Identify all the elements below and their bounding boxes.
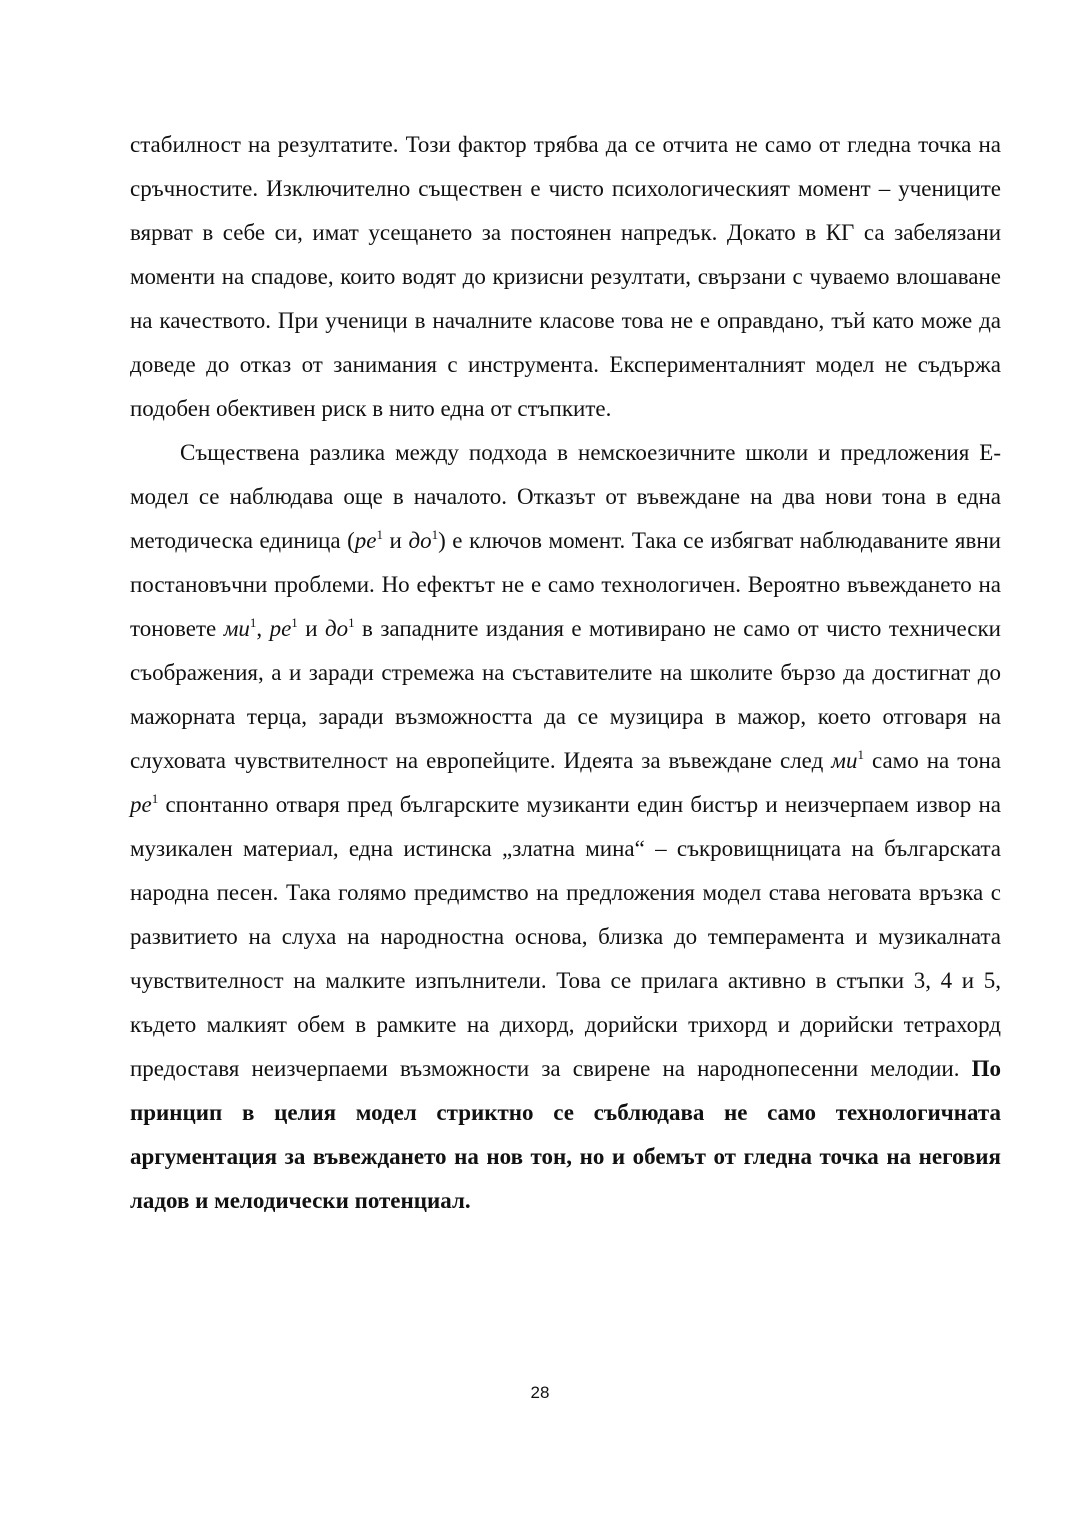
- octave-superscript: 1: [348, 615, 355, 630]
- octave-superscript: 1: [249, 615, 257, 630]
- bold-conclusion: По принцип в целия модел стриктно се съблюдава не само технологичната аргументация за въвеждането на нов тон, но и обемът от гледна точка на неговия ладов и мелодически потенциал.: [130, 1056, 1001, 1213]
- note-name: до: [324, 616, 349, 641]
- note-name: до: [408, 528, 432, 553]
- note-name: ми: [223, 616, 250, 641]
- paragraph-1: стабилност на резултатите. Този фактор трябва да се отчита не само от гледна точка на сръчностите. Изключително съществен е чисто психологическият момент – учениците вярват в себе си, имат усещането за постоянен напредък. Докато в КГ са забелязани моменти на спадове, които водят до кризисни резултати, свързани с чуваемо влошаване на качеството. При ученици в началните класове това не е оправдано, тъй като може да доведе до отказ от занимания с инструмента. Експерименталният модел не съдържа подобен обективен риск в нито една от стъпките.: [130, 132, 1001, 421]
- body-text: [130, 123, 1001, 1223]
- text-run: само на тона: [863, 748, 1001, 773]
- text-run: спонтанно отваря пред българските музиканти един бистър и неизчерпаем извор на музикален материал, една истинска „златна мина“ – съкровищницата на българската народна песен. Така голямо предимство на предложения модел става неговата връзка с развитието на слуха на народностна основа, близка до темперамента и музикалната чувствителност на малките изпълнители. Това се прилага активно в стъпки 3, 4 и 5, където малкият обем в рамките на дихорд, дорийски трихорд и дорийски тетрахорд предоставя неизчерпаеми възможности за свирене на народнопесенни мелодии.: [130, 792, 1001, 1081]
- text-run: ,: [256, 616, 270, 641]
- octave-superscript: 1: [151, 791, 159, 806]
- note-name: ре: [354, 528, 377, 553]
- octave-superscript: 1: [291, 615, 298, 630]
- octave-superscript: 1: [376, 527, 383, 542]
- note-name: ре: [269, 616, 292, 641]
- text-run: Съществена разлика между подхода в немскоезичните школи и предложения Е-модел се наблюдава още в началото. Отказът от въвеждане на два нови тона в една методическа единица (: [130, 440, 1001, 553]
- note-name: ре: [130, 792, 152, 817]
- text-run: ) е ключов момент. Така се избягват наблюдаваните явни постановъчни проблеми. Но ефектът не е само технологичен. Вероятно въвеждането на тоновете: [130, 528, 1001, 641]
- text-run: и: [297, 616, 325, 641]
- octave-superscript: 1: [431, 527, 439, 542]
- page-number: 28: [530, 1383, 550, 1402]
- note-name: ми: [831, 748, 858, 773]
- paragraph-2: [130, 431, 1001, 1223]
- octave-superscript: 1: [857, 747, 864, 762]
- text-run: в западните издания е мотивирано не само от чисто технически съображения, а и заради стремежа на съставителите на школите бързо да достигнат до мажорната терца, заради възможността да се музицира в мажор, което отговаря на слуховата чувствителност на европейците. Идеята за въвеждане след: [130, 616, 1001, 773]
- text-run: и: [383, 528, 409, 553]
